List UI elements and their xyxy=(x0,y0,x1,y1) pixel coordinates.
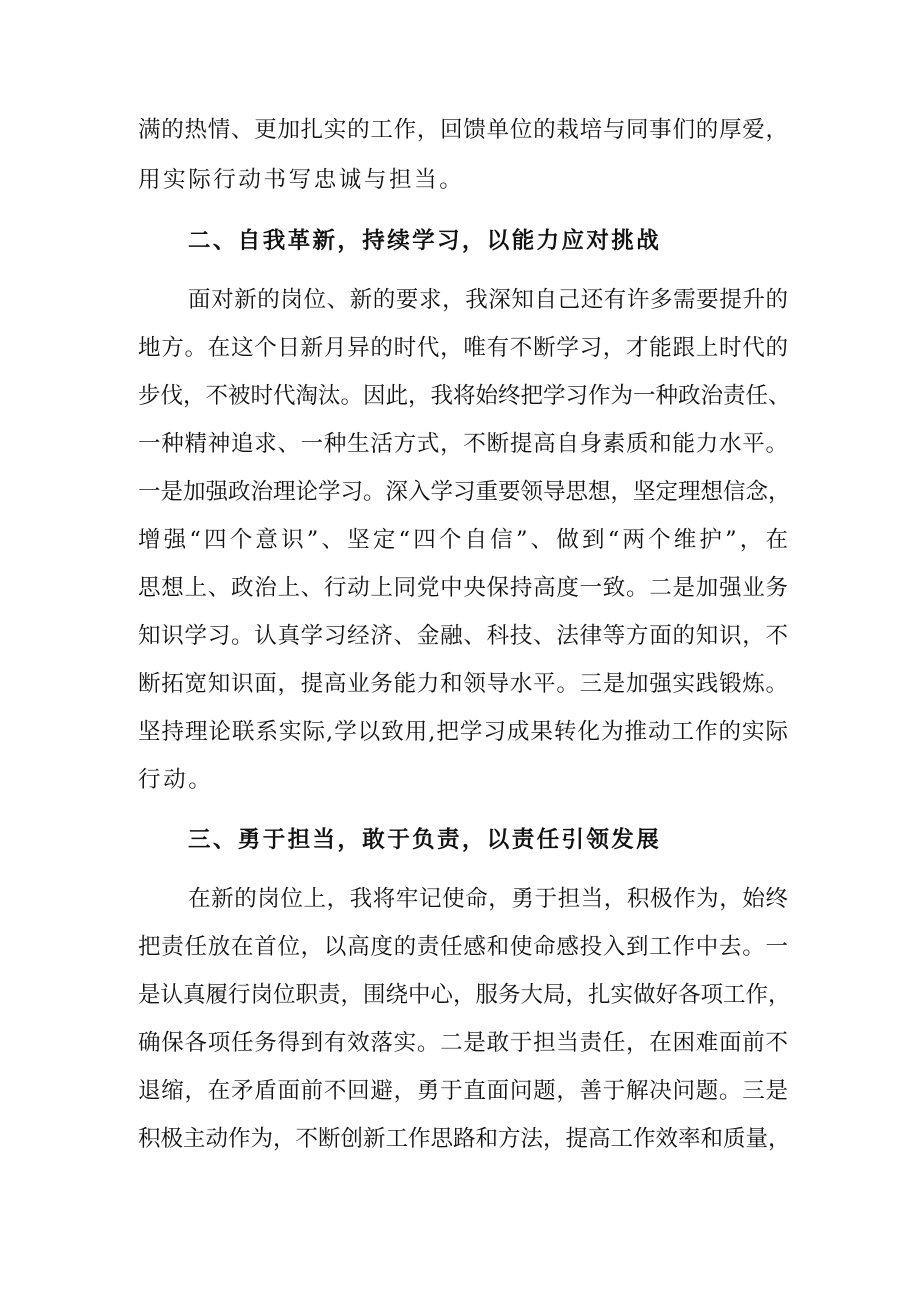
section-2-line-7: 思想上、政治上、行动上同党中央保持高度一致。二是加强业务 xyxy=(138,575,788,601)
section-2-line-2: 地方。在这个日新月异的时代，唯有不断学习，才能跟上时代的 xyxy=(138,335,788,361)
section-2-line-9: 断拓宽知识面，提高业务能力和领导水平。三是加强实践锻炼。 xyxy=(138,671,788,697)
section-3-line-3: 是认真履行岗位职责，围绕中心，服务大局，扎实做好各项工作， xyxy=(138,982,791,1008)
section-2-line-3: 步伐，不被时代淘汰。因此，我将始终把学习作为一种政治责任、 xyxy=(138,383,791,409)
section-3-line-6: 积极主动作为，不断创新工作思路和方法，提高工作效率和质量， xyxy=(138,1126,791,1152)
section-2-line-11: 行动。 xyxy=(138,767,214,793)
section-3-line-5: 退缩，在矛盾面前不回避，勇于直面问题，善于解决问题。三是 xyxy=(138,1078,788,1104)
section-2-line-8: 知识学习。认真学习经济、金融、科技、法律等方面的知识，不 xyxy=(138,623,788,649)
section-2-heading: 二、自我革新，持续学习，以能力应对挑战 xyxy=(188,228,662,254)
section-2-line-6: 增强“四个意识”、坚定“四个自信”、做到“两个维护”，在 xyxy=(138,527,788,553)
intro-line-1: 满的热情、更加扎实的工作，回馈单位的栽培与同事们的厚爱， xyxy=(138,117,788,143)
intro-line-2: 用实际行动书写忠诚与担当。 xyxy=(138,167,465,193)
section-3-line-1: 在新的岗位上，我将牢记使命，勇于担当，积极作为，始终 xyxy=(188,886,788,912)
section-2-line-5: 一是加强政治理论学习。深入学习重要领导思想，坚定理想信念， xyxy=(138,479,791,505)
section-2-line-4: 一种精神追求、一种生活方式，不断提高自身素质和能力水平。 xyxy=(138,431,788,457)
section-3-line-4: 确保各项任务得到有效落实。二是敢于担当责任，在困难面前不 xyxy=(138,1030,788,1056)
section-2-line-10: 坚持理论联系实际,学以致用,把学习成果转化为推动工作的实际 xyxy=(138,719,788,745)
section-3-line-2: 把责任放在首位，以高度的责任感和使命感投入到工作中去。一 xyxy=(138,934,788,960)
section-3-heading: 三、勇于担当，敢于负责，以责任引领发展 xyxy=(188,827,662,853)
section-2-line-1: 面对新的岗位、新的要求，我深知自己还有许多需要提升的 xyxy=(188,287,788,313)
